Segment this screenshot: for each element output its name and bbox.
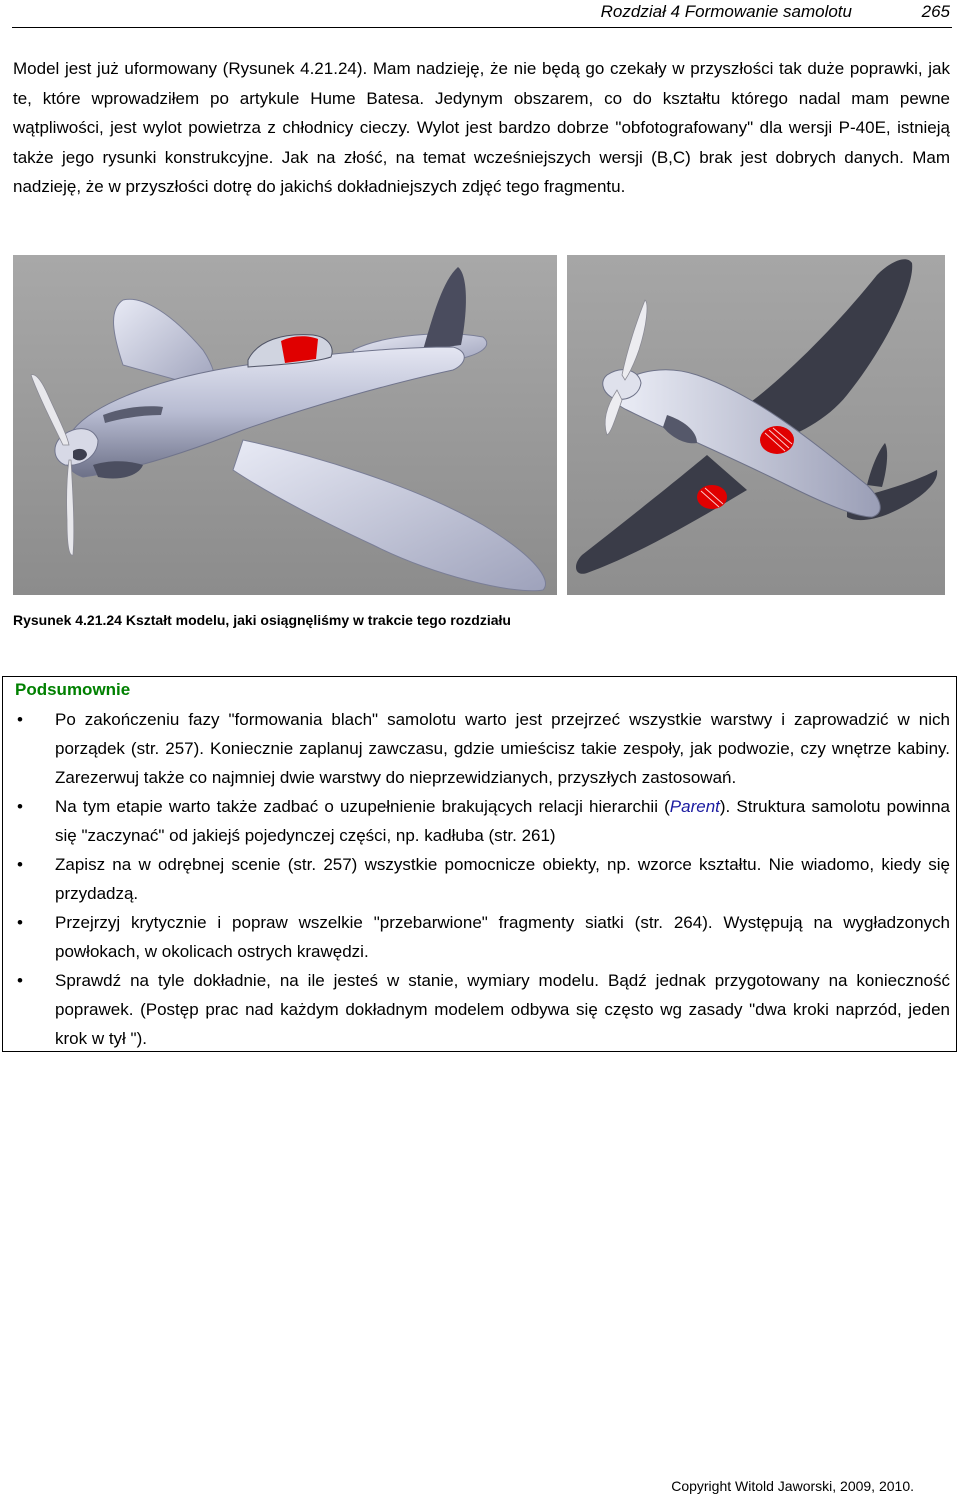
- bullet-marker: •: [17, 855, 23, 874]
- summary-box: [2, 676, 957, 1052]
- summary-item-layers: [3, 705, 958, 792]
- summary-item-text-before: Na tym etapie warto także zadbać o uzupełnienie brakujących relacji hierarchii (: [55, 797, 670, 816]
- summary-title: Podsumownie: [15, 680, 131, 699]
- intro-paragraph: Model jest już uformowany (Rysunek 4.21.24). Mam nadzieję, że nie będą go czekały w przyszłości tak duże poprawki, jak te, które wprowadziłem po artykule Hume Batesa. Jedynym obszarem, co do kształtu którego nadal mam pewne wątpliwości, jest wylot powietrza z chłodnicy cieczy. Wylot jest bardzo dobrze "obfotografowany" dla wersji P-40E, istnieją także jego rysunki konstrukcyjne. Jak na złość, na temat wcześniejszych wersji (B,C) brak jest dobrych danych. Mam nadzieję, że w przyszłości dotrę do jakichś dokładniejszych zdjęć tego fragmentu.: [13, 59, 950, 196]
- summary-item-mesh-artifacts: [3, 908, 958, 966]
- bullet-marker: •: [17, 797, 23, 816]
- copyright-footer: Copyright Witold Jaworski, 2009, 2010.: [671, 1478, 914, 1494]
- bullet-marker: •: [17, 710, 23, 729]
- summary-item-text-after: ). Struktura samolotu powinna się "zaczynać" od jakiejś pojedynczej części, np. kadłuba (str. 261): [55, 797, 950, 845]
- bullet-marker: •: [17, 971, 23, 990]
- summary-item-hierarchy: [3, 792, 958, 850]
- page-header: [0, 0, 960, 30]
- figure-right-aircraft-underside: [567, 255, 945, 595]
- page-number: 265: [921, 2, 950, 21]
- chapter-title: Rozdział 4 Formowanie samolotu: [600, 2, 852, 21]
- summary-item-text: Po zakończeniu fazy "formowania blach" samolotu warto jest przejrzeć wszystkie warstwy i zaprowadzić w nich porządek (str. 257). Koniecznie zaplanuj zawczasu, gdzie umieścisz takie zespoły, jak podwozie, czy wnętrze kabiny. Zarezerwuj także co najmniej dwie warstwy do nieprzewidzianych, przyszłych zastosowań.: [55, 710, 950, 787]
- summary-item-dimensions: [3, 966, 958, 1053]
- header-rule: [12, 27, 952, 28]
- summary-item-text: Sprawdź na tyle dokładnie, na ile jesteś w stanie, wymiary modelu. Bądź jednak przygotowany na konieczność poprawek. (Postęp prac nad każdym dokładnym modelem odbywa się często wg zasady "dwa kroki naprzód, jeden krok w tył ").: [55, 971, 950, 1048]
- summary-item-text: Zapisz na w odrębnej scenie (str. 257) wszystkie pomocnicze obiekty, np. wzorce kształtu. Nie wiadomo, kiedy się przydadzą.: [55, 855, 950, 903]
- figure-left-aircraft-render: [13, 255, 557, 595]
- summary-item-helper-objects: [3, 850, 958, 908]
- figure-caption: Rysunek 4.21.24 Kształt modelu, jaki osiągnęliśmy w trakcie tego rozdziału: [13, 612, 511, 628]
- summary-list: [3, 705, 958, 1053]
- bullet-marker: •: [17, 913, 23, 932]
- summary-item-text: Przejrzyj krytycznie i popraw wszelkie "przebarwione" fragmenty siatki (str. 264). Występują na wygładzonych powłokach, w okolicach ostrych krawędzi.: [55, 913, 950, 961]
- parent-term: Parent: [669, 797, 720, 816]
